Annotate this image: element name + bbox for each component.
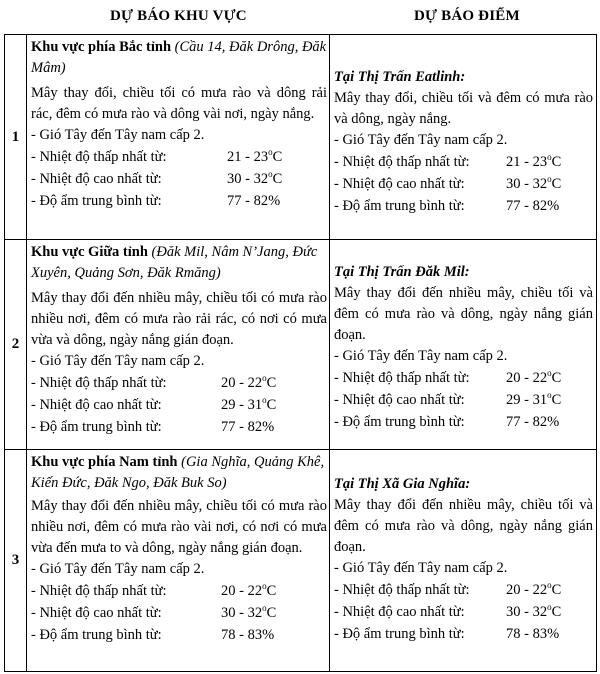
region-max-temp — [31, 603, 327, 625]
region-min-temp — [31, 581, 327, 603]
point-forecast-cell — [330, 35, 597, 240]
min-temp-label: - Nhiệt độ thấp nhất từ: — [334, 582, 470, 598]
row-number: 3 — [5, 450, 27, 672]
region-wind: - Gió Tây đến Tây nam cấp 2. — [31, 353, 205, 369]
table-row — [5, 240, 597, 450]
point-title: Tại Thị Xã Gia Nghĩa: — [334, 476, 471, 492]
max-temp-value: 29 - 31$^o$C — [221, 395, 277, 413]
min-temp-value: 21 - 23$^o$C — [506, 152, 562, 170]
region-min-temp — [31, 373, 327, 395]
region-max-temp — [31, 169, 327, 191]
region-forecast-cell — [27, 240, 330, 450]
max-temp-label: - Nhiệt độ cao nhất từ: — [334, 604, 465, 620]
min-temp-label: - Nhiệt độ thấp nhất từ: — [334, 370, 470, 386]
row-number: 2 — [5, 240, 27, 450]
region-humidity — [31, 625, 327, 647]
humidity-value: 77 - 82% — [227, 193, 281, 209]
humidity-label: - Độ ẩm trung bình từ: — [31, 193, 162, 209]
min-temp-value: 20 - 22$^o$C — [506, 368, 562, 386]
max-temp-value: 30 - 32$^o$C — [506, 174, 562, 192]
max-temp-value: 30 - 32$^o$C — [506, 602, 562, 620]
region-subtitle: (Đăk Mil, Nâm N’Jang, Đức Xuyên, Quảng Sơn, Đăk Rmăng) — [31, 244, 318, 281]
point-title: Tại Thị Trấn Đăk Mil: — [334, 264, 470, 280]
humidity-value: 77 - 82% — [221, 419, 275, 435]
max-temp-label: - Nhiệt độ cao nhất từ: — [31, 397, 162, 413]
point-humidity — [334, 412, 593, 434]
region-humidity — [31, 417, 327, 439]
region-heading — [31, 37, 327, 79]
max-temp-value: 29 - 31$^o$C — [506, 390, 562, 408]
humidity-label: - Độ ẩm trung bình từ: — [31, 627, 162, 643]
humidity-label: - Độ ẩm trung bình từ: — [334, 626, 465, 642]
point-min-temp — [334, 152, 593, 174]
min-temp-label: - Nhiệt độ thấp nhất từ: — [334, 154, 470, 170]
min-temp-value: 21 - 23$^o$C — [227, 147, 283, 165]
point-min-temp — [334, 580, 593, 602]
min-temp-label: - Nhiệt độ thấp nhất từ: — [31, 375, 167, 391]
max-temp-value: 30 - 32$^o$C — [227, 169, 283, 187]
point-max-temp — [334, 390, 593, 412]
point-max-temp — [334, 602, 593, 624]
header-point-forecast: DỰ BÁO ĐIỂM — [414, 8, 520, 24]
region-subtitle: (Cầu 14, Đăk Drông, Đăk Mâm) — [31, 39, 327, 76]
max-temp-label: - Nhiệt độ cao nhất từ: — [334, 176, 465, 192]
region-subtitle: (Gia Nghĩa, Quảng Khê, Kiến Đức, Đăk Ngo, Đăk Buk So) — [31, 454, 325, 491]
min-temp-value: 20 - 22$^o$C — [506, 580, 562, 598]
region-forecast-cell — [27, 450, 330, 672]
humidity-value: 78 - 83% — [506, 626, 560, 642]
point-description: Mây thay đổi đến nhiều mây, chiều tối và đêm có mưa rào và dông, ngày nắng gián đoạn. — [334, 497, 593, 555]
max-temp-value: 30 - 32$^o$C — [221, 603, 277, 621]
region-wind: - Gió Tây đến Tây nam cấp 2. — [31, 127, 205, 143]
humidity-value: 78 - 83% — [221, 627, 275, 643]
row-number: 1 — [5, 35, 27, 240]
point-title: Tại Thị Trấn Eatlinh: — [334, 69, 466, 85]
region-title: Khu vực phía Nam tỉnh — [31, 454, 178, 470]
region-description: Mây thay đổi, chiều tối có mưa rào và dông rải rác, đêm có mưa rào và dông vài nơi, ngày nắng. — [31, 85, 327, 122]
table-row — [5, 35, 597, 240]
point-forecast-cell — [330, 240, 597, 450]
point-min-temp — [334, 368, 593, 390]
point-wind: - Gió Tây đến Tây nam cấp 2. — [334, 560, 508, 576]
max-temp-label: - Nhiệt độ cao nhất từ: — [31, 605, 162, 621]
region-heading — [31, 452, 327, 494]
humidity-value: 77 - 82% — [506, 414, 560, 430]
region-title: Khu vực phía Bắc tỉnh — [31, 39, 172, 55]
header-regional-forecast: DỰ BÁO KHU VỰC — [110, 8, 247, 24]
region-wind: - Gió Tây đến Tây nam cấp 2. — [31, 561, 205, 577]
point-humidity — [334, 624, 593, 646]
point-wind: - Gió Tây đến Tây nam cấp 2. — [334, 132, 508, 148]
max-temp-label: - Nhiệt độ cao nhất từ: — [334, 392, 465, 408]
max-temp-label: - Nhiệt độ cao nhất từ: — [31, 171, 162, 187]
point-max-temp — [334, 174, 593, 196]
region-forecast-cell — [27, 35, 330, 240]
min-temp-label: - Nhiệt độ thấp nhất từ: — [31, 583, 167, 599]
point-description: Mây thay đổi đến nhiều mây, chiều tối và đêm có mưa rào và dông, ngày nắng gián đoạn. — [334, 285, 593, 343]
min-temp-value: 20 - 22$^o$C — [221, 581, 277, 599]
humidity-label: - Độ ẩm trung bình từ: — [31, 419, 162, 435]
region-description: Mây thay đổi đến nhiều mây, chiều tối có mưa rào nhiều nơi, đêm có mưa rào rải rác, có nơi có mưa vừa và dông, ngày nắng gián đoạn. — [31, 290, 327, 348]
forecast-table — [4, 34, 597, 672]
min-temp-label: - Nhiệt độ thấp nhất từ: — [31, 149, 167, 165]
table-header — [0, 0, 600, 34]
point-forecast-cell — [330, 450, 597, 672]
humidity-label: - Độ ẩm trung bình từ: — [334, 198, 465, 214]
region-min-temp — [31, 147, 327, 169]
point-wind: - Gió Tây đến Tây nam cấp 2. — [334, 348, 508, 364]
humidity-label: - Độ ẩm trung bình từ: — [334, 414, 465, 430]
point-humidity — [334, 196, 593, 218]
region-description: Mây thay đổi đến nhiều mây, chiều tối có mưa rào nhiều nơi, đêm có mưa rào vài nơi, có nơi có mưa vừa đến mưa to và dông, ngày nắng gián đoạn. — [31, 498, 327, 556]
region-humidity — [31, 191, 327, 213]
table-row — [5, 450, 597, 672]
region-max-temp — [31, 395, 327, 417]
min-temp-value: 20 - 22$^o$C — [221, 373, 277, 391]
region-heading — [31, 242, 327, 284]
region-title: Khu vực Giữa tỉnh — [31, 244, 148, 260]
humidity-value: 77 - 82% — [506, 198, 560, 214]
point-description: Mây thay đổi, chiều tối và đêm có mưa rào và dông, ngày nắng. — [334, 90, 593, 127]
